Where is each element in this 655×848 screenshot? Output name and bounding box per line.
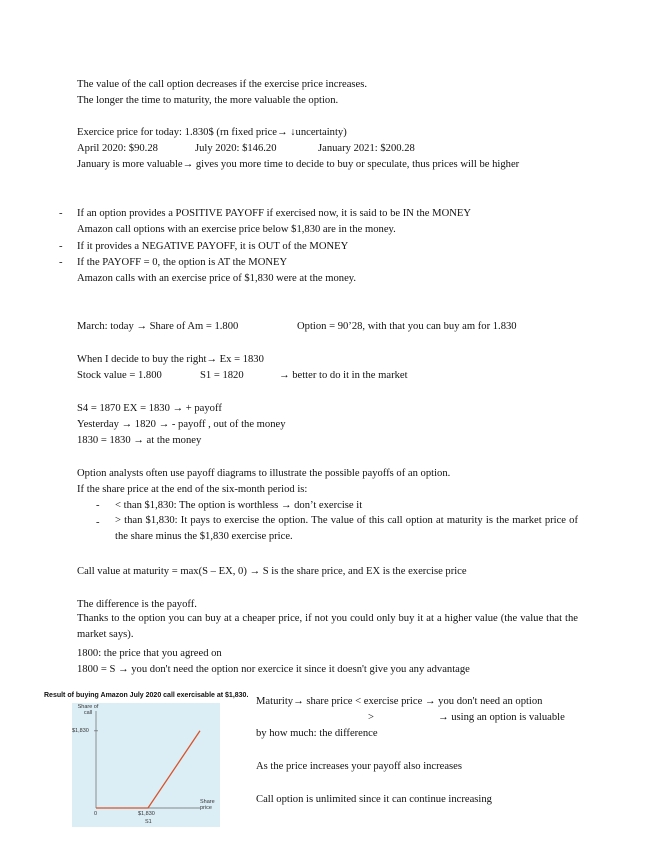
greater-than-bullet: > than $1,830: It pays to exercise the option. The value of this call option at maturity is the market price of the share minus the $1,830 exercise price.: [115, 515, 578, 542]
january-price: January 2021: $200.28: [318, 143, 415, 154]
july-price: July 2020: $146.20: [195, 143, 277, 154]
at-the-money-line: If the PAYOFF = 0, the option is AT the MONEY: [77, 257, 288, 268]
payoff-series-line: [96, 731, 200, 808]
option-price-line: Option = 90’28, with that you can buy am for 1.830: [297, 321, 517, 332]
decide-line: When I decide to buy the right→ Ex = 1830: [77, 354, 264, 365]
bullet-dash: -: [59, 208, 63, 219]
in-the-money-example: Amazon call options with an exercise price below $1,830 are in the money.: [77, 224, 396, 235]
bullet-dash: -: [96, 517, 100, 528]
intro-line-1: The value of the call option decreases if the exercise price increases.: [77, 79, 368, 90]
in-the-money-line: If an option provides a POSITIVE PAYOFF if exercised now, it is said to be IN the MONEY: [77, 208, 471, 219]
y-tick-label: $1,830: [72, 727, 89, 734]
intro-line-2: The longer the time to maturity, the more valuable the option.: [77, 95, 339, 106]
x-tick-exercise: $1,830: [138, 811, 155, 817]
at-money-line: 1830 = 1830 → at the money: [77, 435, 202, 446]
analysts-line: Option analysts often use payoff diagrams to illustrate the possible payoffs of an option.: [77, 468, 451, 479]
exercise-price-line: Exercice price for today: 1.830$ (rn fixed price→ ↓uncertainty): [77, 127, 347, 138]
bullet-dash: -: [59, 257, 63, 268]
stock-value: Stock value = 1.800: [77, 370, 162, 381]
payoff-line: The difference is the payoff.: [77, 599, 197, 610]
x-tick-s1: S1: [145, 819, 152, 825]
yesterday-line: Yesterday → 1820 → - payoff , out of the money: [77, 419, 286, 430]
no-advantage-line: 1800 = S → you don't need the option nor exercice it since it doesn't give you any advantage: [77, 664, 470, 675]
agreed-price-line: 1800: the price that you agreed on: [77, 648, 222, 659]
less-than-bullet: < than $1,830: The option is worthless → don’t exercise it: [115, 500, 363, 511]
out-of-money-line: If it provides a NEGATIVE PAYOFF, it is OUT of the MONEY: [77, 241, 349, 252]
s4-line: S4 = 1870 EX = 1830 → + payoff: [77, 403, 222, 414]
unlimited-note: Call option is unlimited since it can continue increasing: [256, 794, 492, 805]
january-note: January is more valuable→ gives you more time to decide to buy or speculate, thus prices will be higher: [77, 159, 520, 170]
difference-note: by how much: the difference: [256, 728, 378, 739]
at-the-money-example: Amazon calls with an exercise price of $1,830 were at the money.: [77, 273, 357, 284]
call-value-formula: Call value at maturity = max(S – EX, 0) → S is the share price, and EX is the exercise price: [77, 566, 467, 577]
maturity-note: Maturity→ share price < exercise price → you don't need an option: [256, 696, 543, 707]
payoff-chart: [72, 703, 220, 827]
figure-title: Result of buying Amazon July 2020 call exercisable at $1,830.: [44, 692, 249, 699]
cheaper-price-paragraph: Thanks to the option you can buy at a cheaper price, if not you could only buy it at a higher value (the value that the market says).: [77, 613, 578, 640]
y-axis-label: Share of call: [77, 704, 99, 716]
better-in-market: → better to do it in the market: [279, 370, 408, 381]
greater-symbol: >: [368, 712, 374, 723]
s1-value: S1 = 1820: [200, 370, 244, 381]
payoff-chart-svg: [72, 703, 220, 827]
march-line: March: today → Share of Am = 1.800: [77, 321, 239, 332]
option-valuable-note: → using an option is valuable: [438, 712, 565, 723]
bullet-dash: -: [59, 241, 63, 252]
x-tick-zero: 0: [94, 811, 98, 817]
payoff-increases-note: As the price increases your payoff also increases: [256, 761, 463, 772]
april-price: April 2020: $90.28: [77, 143, 158, 154]
x-axis-label: Share price: [200, 799, 215, 811]
bullet-dash: -: [96, 500, 100, 511]
share-price-intro: If the share price at the end of the six-month period is:: [77, 484, 308, 495]
